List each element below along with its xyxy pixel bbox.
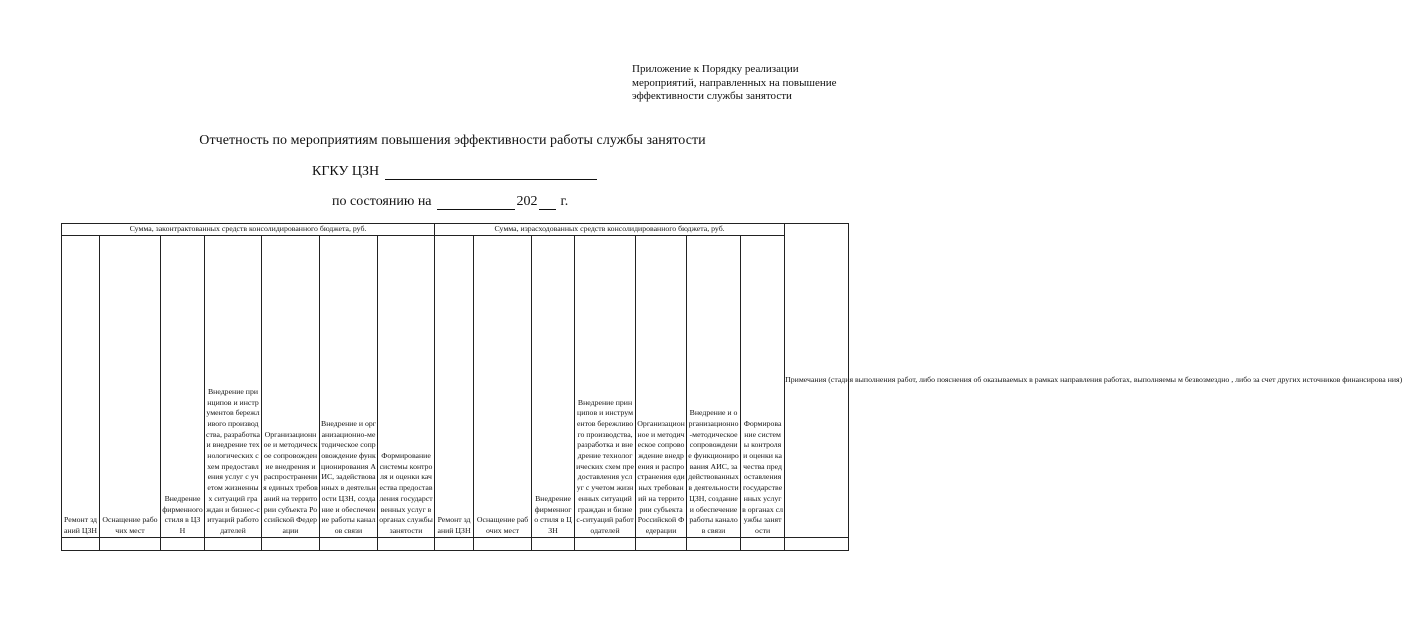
col-header: Внедрение фирменного стиля в ЦЗН <box>532 235 575 537</box>
org-label: КГКУ ЦЗН <box>312 164 380 179</box>
col-header: Оснащение рабочих мест <box>100 235 161 537</box>
report-table <box>61 223 1402 551</box>
date-blank-field[interactable] <box>437 195 515 210</box>
col-header: Внедрение фирменного стиля в ЦЗН <box>161 235 205 537</box>
table-cell[interactable] <box>62 537 100 550</box>
col-header: Формирование системы контроля и оценки качества предоставления государственных услуг в органах службы занятости <box>741 235 785 537</box>
table-cell[interactable] <box>205 537 262 550</box>
col-header: Организационное и методическое сопровождение внедрения и распространения единых требований на территории субъекта Российской Федерации <box>262 235 320 537</box>
table-cell[interactable] <box>435 537 474 550</box>
col-header: Внедрение принципов и инструментов бережливого производства, разработка и внедрение технологических схем предоставления услуг с учетом жизненных ситуаций граждан и бизнес-ситуаций работодателей <box>205 235 262 537</box>
table-cell[interactable] <box>785 537 849 550</box>
org-line <box>312 164 597 180</box>
group-spent-header: Сумма, израсходованных средств консолидированного бюджета, руб. <box>435 224 785 236</box>
table-column-headers <box>62 235 849 537</box>
table-cell[interactable] <box>378 537 435 550</box>
date-line <box>332 194 568 210</box>
table-cell[interactable] <box>636 537 687 550</box>
table-cell[interactable] <box>575 537 636 550</box>
col-header: Внедрение и организационно-методическое сопровождение функционирования АИС, задействованных в деятельности ЦЗН, создание и обеспечение работы каналов связи <box>687 235 741 537</box>
date-year-prefix: 202 <box>516 194 538 209</box>
table-group-row <box>62 224 849 236</box>
table-cell[interactable] <box>474 537 532 550</box>
table-cell[interactable] <box>741 537 785 550</box>
table-cell[interactable] <box>687 537 741 550</box>
group-contracted-header: Сумма, законтрактованных средств консолидированного бюджета, руб. <box>62 224 435 236</box>
col-header: Оснащение рабочих мест <box>474 235 532 537</box>
col-header: Ремонт зданий ЦЗН <box>435 235 474 537</box>
table-cell[interactable] <box>262 537 320 550</box>
col-header: Внедрение и организационно-методическое сопровождение функционирования АИС, задействованных в деятельности ЦЗН, создание и обеспечение работы каналов связи <box>320 235 378 537</box>
table-cell[interactable] <box>320 537 378 550</box>
col-header: Ремонт зданий ЦЗН <box>62 235 100 537</box>
col-header: Организационное и методическое сопровождение внедрения и распространения единых требований на территории субъекта Российской Федерации <box>636 235 687 537</box>
org-blank-field[interactable] <box>385 165 597 180</box>
appendix-note: Приложение к Порядку реализации мероприятий, направленных на повышение эффективности службы занятости <box>632 63 837 102</box>
document-title: Отчетность по мероприятиям повышения эффективности работы службы занятости <box>199 133 706 148</box>
notes-header: Примечания (стадия выполнения работ, либо пояснения об оказываемых в рамках направления работах, выполняемы м безвозмездно , либо за счет других источников финансирова ния) <box>785 224 849 538</box>
table-row <box>62 537 849 550</box>
col-header: Формирование системы контроля и оценки качества предоставления государственных услуг в органах службы занятости <box>378 235 435 537</box>
date-prefix: по состоянию на <box>332 194 432 209</box>
col-header: Внедрение принципов и инструментов бережливого производства, разработка и внедрение технологических схем предоставления услуг с учетом жизненных ситуаций граждан и бизнес-ситуаций работодателей <box>575 235 636 537</box>
date-suffix: г. <box>560 194 569 209</box>
year-blank-field[interactable] <box>539 195 556 210</box>
table-cell[interactable] <box>100 537 161 550</box>
table-cell[interactable] <box>161 537 205 550</box>
table-cell[interactable] <box>532 537 575 550</box>
